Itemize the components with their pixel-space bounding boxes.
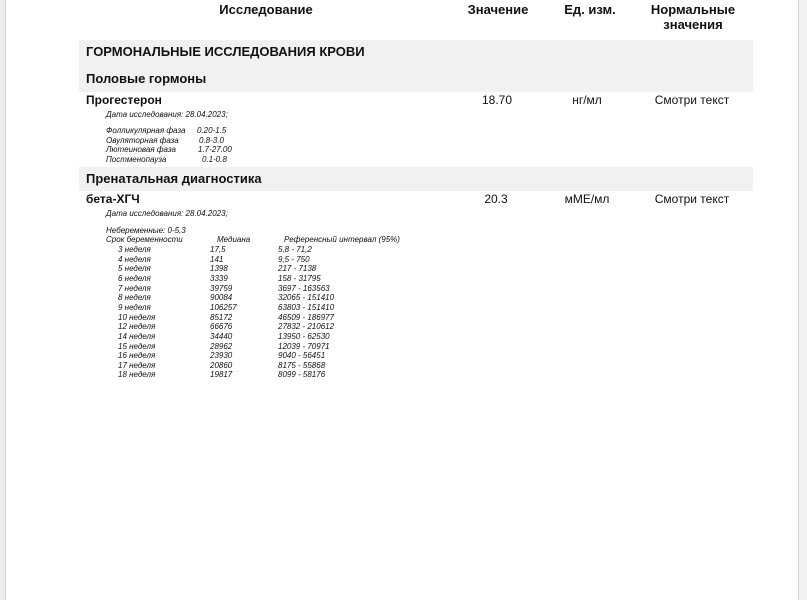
bhcg-table-row	[118, 322, 418, 332]
ref-range: 1.7-27.00	[198, 145, 232, 155]
bhcg-row-median: 20860	[210, 360, 233, 370]
test-date-bhcg: Дата исследования: 28.04.2023;	[106, 209, 228, 218]
bhcg-row-interval: 5,8 - 71,2	[278, 245, 312, 254]
bhcg-row-interval: 13950 - 62530	[278, 331, 330, 341]
bhcg-row-interval: 158 - 31795	[278, 273, 321, 283]
header-value: Значение	[467, 2, 529, 17]
bhcg-row-week: 6 неделя	[118, 273, 151, 283]
bhcg-header-median: Медиана	[217, 235, 251, 244]
test-norm-progesterone: Смотри текст	[654, 93, 730, 107]
bhcg-table-row	[118, 264, 418, 274]
bhcg-row-interval: 12039 - 70971	[278, 341, 330, 351]
bhcg-row-week: 17 неделя	[118, 360, 156, 370]
bhcg-table-row	[118, 342, 418, 352]
ref-phase: Фолликулярная фаза	[106, 126, 186, 135]
ref-row	[106, 126, 227, 136]
bhcg-header-term: Срок беременности	[106, 235, 183, 244]
test-value-bhcg: 20.3	[484, 192, 508, 206]
bhcg-row-median: 23930	[210, 351, 233, 361]
bhcg-row-week: 14 неделя	[118, 331, 156, 341]
ref-range: 0.20-1.5	[197, 126, 227, 135]
bhcg-row-week: 12 неделя	[118, 322, 156, 332]
bhcg-table-row	[118, 293, 418, 303]
ref-row	[106, 135, 224, 146]
bhcg-row-median: 106257	[210, 302, 237, 312]
bhcg-header-interval: Референсный интервал (95%)	[284, 235, 400, 244]
bhcg-table-row	[118, 284, 418, 294]
bhcg-table-row	[118, 255, 418, 265]
header-study: Исследование	[219, 2, 313, 17]
bhcg-row-interval: 27832 - 210612	[278, 322, 335, 332]
test-date-progesterone: Дата исследования: 28.04.2023;	[106, 110, 228, 119]
bhcg-row-median: 66676	[210, 322, 233, 332]
test-name-bhcg: бета-ХГЧ	[86, 192, 140, 206]
header-norm-line2: значения	[663, 17, 723, 32]
bhcg-table-row	[118, 303, 418, 313]
bhcg-row-interval: 9,5 - 750	[278, 254, 310, 264]
bhcg-row-week: 18 неделя	[118, 370, 156, 380]
header-norm	[642, 2, 744, 32]
ref-range: 0.8-3.0	[199, 135, 224, 145]
test-unit-bhcg: мМЕ/мл	[564, 192, 610, 206]
progesterone-ref-list	[106, 126, 232, 165]
ref-row	[106, 155, 227, 165]
bhcg-row-median: 3339	[210, 273, 228, 283]
bhcg-row-interval: 63803 - 151410	[278, 302, 335, 312]
bhcg-row-median: 17,5	[210, 245, 226, 254]
bhcg-row-median: 19817	[210, 370, 233, 380]
bhcg-table-row	[118, 351, 418, 361]
bhcg-row-interval: 217 - 7138	[278, 264, 317, 274]
test-name-progesterone: Прогестерон	[86, 93, 162, 107]
bhcg-row-interval: 8175 - 55868	[278, 360, 326, 370]
bhcg-row-week: 8 неделя	[118, 293, 151, 303]
section-title: ГОРМОНАЛЬНЫЕ ИССЛЕДОВАНИЯ КРОВИ	[86, 44, 365, 59]
test-unit-progesterone: нг/мл	[572, 93, 602, 107]
bhcg-row-week: 10 неделя	[118, 312, 156, 322]
bhcg-row-median: 28962	[210, 341, 233, 351]
header-unit: Ед. изм.	[564, 2, 616, 17]
bhcg-row-interval: 8099 - 58176	[278, 370, 326, 380]
test-norm-bhcg: Смотри текст	[654, 192, 730, 206]
bhcg-row-week: 3 неделя	[118, 245, 151, 254]
bhcg-row-week: 9 неделя	[118, 302, 151, 312]
page-left-edge	[0, 0, 6, 600]
bhcg-row-median: 39759	[210, 283, 233, 293]
bhcg-table-header	[106, 235, 426, 245]
bhcg-row-interval: 3697 - 163563	[278, 283, 330, 293]
header-norm-line1: Нормальные	[650, 2, 736, 17]
bhcg-row-week: 7 неделя	[118, 283, 151, 293]
bhcg-row-median: 85172	[210, 312, 233, 322]
bhcg-row-week: 15 неделя	[118, 341, 156, 351]
ref-range: 0.1-0.8	[202, 155, 227, 165]
bhcg-table-row	[118, 361, 418, 371]
ref-phase: Овуляторная фаза	[106, 135, 179, 145]
ref-phase: Постменопауза	[106, 155, 167, 165]
bhcg-row-week: 5 неделя	[118, 264, 151, 274]
bhcg-row-week: 16 неделя	[118, 351, 156, 361]
bhcg-row-median: 141	[210, 254, 224, 264]
group-title-sex-hormones: Половые гормоны	[86, 71, 207, 86]
bhcg-row-median: 90084	[210, 293, 233, 303]
bhcg-table-row	[118, 245, 418, 255]
bhcg-row-interval: 9040 - 56451	[278, 351, 326, 361]
page-right-edge	[798, 0, 807, 600]
bhcg-table-row	[118, 313, 418, 323]
bhcg-row-median: 1398	[210, 264, 228, 274]
bhcg-table-row	[118, 274, 418, 284]
test-value-progesterone: 18.70	[481, 93, 513, 107]
bhcg-row-week: 4 неделя	[118, 254, 151, 264]
ref-row	[106, 145, 232, 155]
ref-phase: Лютеиновая фаза	[106, 145, 176, 155]
bhcg-row-interval: 46509 - 186977	[278, 312, 335, 322]
bhcg-nonpregnant: Небеременные: 0-5,3	[106, 226, 186, 235]
bhcg-row-interval: 32065 - 151410	[278, 293, 335, 303]
bhcg-row-median: 34440	[210, 331, 233, 341]
group-title-prenatal: Пренатальная диагностика	[86, 171, 262, 186]
bhcg-table-row	[118, 332, 418, 342]
bhcg-table-row	[118, 370, 418, 380]
